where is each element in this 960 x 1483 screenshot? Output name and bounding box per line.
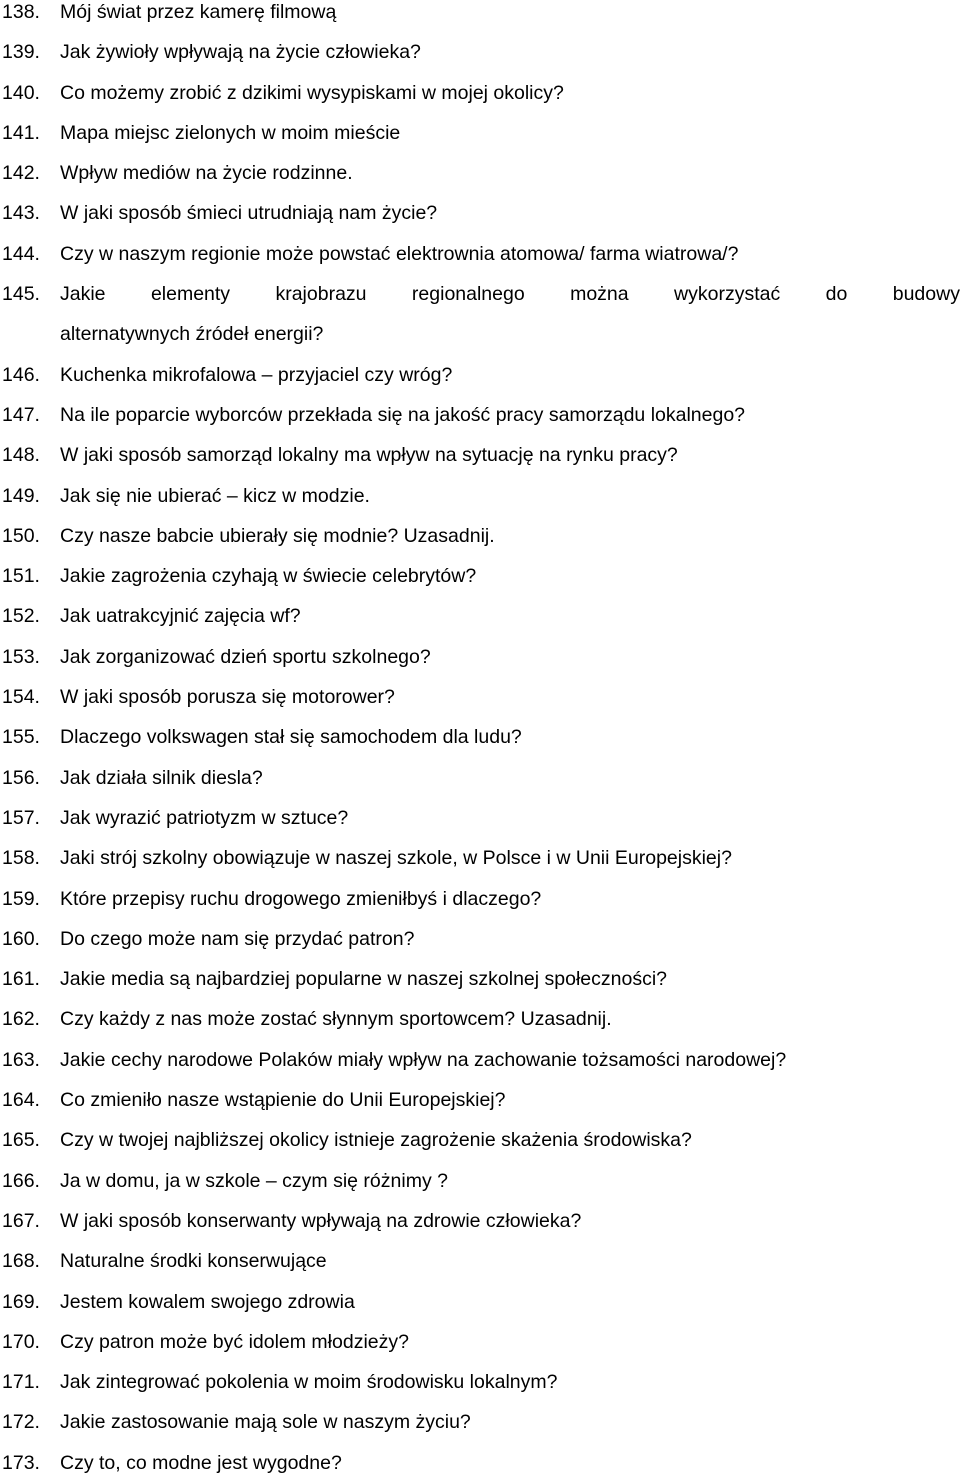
item-number: 146.	[2, 363, 40, 386]
item-text: Co możemy zrobić z dzikimi wysypiskami w mojej okolicy?	[60, 81, 564, 104]
item-text: Naturalne środki konserwujące	[60, 1250, 327, 1273]
list-item	[0, 798, 960, 838]
item-text: Czy każdy z nas może zostać słynnym sportowcem? Uzasadnij.	[60, 1008, 612, 1031]
item-text: Czy to, co modne jest wygodne?	[60, 1451, 342, 1474]
word: do	[825, 283, 848, 306]
item-number: 148.	[2, 444, 40, 467]
item-text: Jak wyrazić patriotyzm w sztuce?	[60, 806, 349, 829]
item-text: Mapa miejsc zielonych w moim mieście	[60, 121, 401, 144]
item-number: 168.	[2, 1250, 40, 1273]
item-number: 145.	[2, 283, 40, 306]
item-number: 172.	[2, 1411, 40, 1434]
item-number: 161.	[2, 968, 40, 991]
item-text: Wpływ mediów na życie rodzinne.	[60, 162, 353, 185]
item-number: 144.	[2, 242, 40, 265]
item-text: Jak się nie ubierać – kicz w modzie.	[60, 484, 370, 507]
item-number: 147.	[2, 403, 40, 426]
item-text: Jak żywioły wpływają na życie człowieka?	[60, 41, 421, 64]
list-item	[0, 1120, 960, 1160]
list-item	[0, 73, 960, 113]
item-number: 153.	[2, 645, 40, 668]
item-number: 142.	[2, 162, 40, 185]
item-number: 159.	[2, 887, 40, 910]
item-text: Jakie zagrożenia czyhają w świecie celebrytów?	[60, 565, 477, 588]
item-text: Jakie media są najbardziej popularne w naszej szkolnej społeczności?	[60, 968, 668, 991]
list-item	[0, 355, 960, 395]
item-text-line-1	[60, 274, 960, 314]
item-number: 165.	[2, 1129, 40, 1152]
item-number: 173.	[2, 1451, 40, 1474]
list-item	[0, 516, 960, 556]
item-text: Jakie cechy narodowe Polaków miały wpływ na zachowanie tożsamości narodowej?	[60, 1048, 787, 1071]
word: elementy	[150, 283, 231, 306]
list-item	[0, 959, 960, 999]
list-item	[0, 395, 960, 435]
item-text: W jaki sposób samorząd lokalny ma wpływ na sytuację na rynku pracy?	[60, 444, 678, 467]
word: regionalnego	[411, 283, 525, 306]
list-item	[0, 234, 960, 274]
item-number: 149.	[2, 484, 40, 507]
item-number: 160.	[2, 927, 40, 950]
item-number: 140.	[2, 81, 40, 104]
item-text: Czy w naszym regionie może powstać elektrownia atomowa/ farma wiatrowa/?	[60, 242, 739, 265]
item-text: Czy nasze babcie ubierały się modnie? Uzasadnij.	[60, 524, 495, 547]
list-item	[0, 919, 960, 959]
item-number: 169.	[2, 1290, 40, 1313]
list-item	[0, 596, 960, 636]
item-text: Do czego może nam się przydać patron?	[60, 927, 415, 950]
item-number: 141.	[2, 121, 40, 144]
item-text: Czy w twojej najbliższej okolicy istnieje zagrożenie skażenia środowiska?	[60, 1129, 692, 1152]
list-item	[0, 677, 960, 717]
list-item	[0, 476, 960, 516]
list-item	[0, 999, 960, 1039]
item-text: Kuchenka mikrofalowa – przyjaciel czy wróg?	[60, 363, 453, 386]
list-item	[0, 1322, 960, 1362]
list-item	[0, 1201, 960, 1241]
item-text: Co zmieniło nasze wstąpienie do Unii Europejskiej?	[60, 1089, 506, 1112]
list-item	[0, 153, 960, 193]
item-text: Na ile poparcie wyborców przekłada się na jakość pracy samorządu lokalnego?	[60, 403, 746, 426]
list-item	[0, 637, 960, 677]
word: Jakie	[60, 283, 106, 306]
item-text: Jakie zastosowanie mają sole w naszym życiu?	[60, 1411, 471, 1434]
item-number: 154.	[2, 686, 40, 709]
word: wykorzystać	[674, 283, 781, 306]
item-number: 152.	[2, 605, 40, 628]
list-item	[0, 838, 960, 878]
item-text: Jak uatrakcyjnić zajęcia wf?	[60, 605, 301, 628]
item-text: W jaki sposób śmieci utrudniają nam życie?	[60, 202, 438, 225]
list-item	[0, 32, 960, 72]
item-text: W jaki sposób konserwanty wpływają na zdrowie człowieka?	[60, 1209, 582, 1232]
list-item	[0, 1282, 960, 1322]
item-text: Jak działa silnik diesla?	[60, 766, 263, 789]
item-text: Dlaczego volkswagen stał się samochodem dla ludu?	[60, 726, 522, 749]
item-number: 162.	[2, 1008, 40, 1031]
list-item	[0, 1161, 960, 1201]
item-number: 155.	[2, 726, 40, 749]
list-item	[0, 758, 960, 798]
item-number: 156.	[2, 766, 40, 789]
item-number: 157.	[2, 806, 40, 829]
list-item	[0, 1362, 960, 1402]
item-text: Mój świat przez kamerę filmową	[60, 1, 337, 23]
item-text	[60, 274, 960, 355]
word: można	[570, 283, 629, 306]
word: budowy	[892, 283, 960, 306]
list-item	[0, 556, 960, 596]
item-text: Ja w domu, ja w szkole – czym się różnimy ?	[60, 1169, 448, 1192]
item-text: Jak zorganizować dzień sportu szkolnego?	[60, 645, 431, 668]
list-item	[0, 274, 960, 355]
item-number: 170.	[2, 1330, 40, 1353]
item-text: Czy patron może być idolem młodzieży?	[60, 1330, 409, 1353]
item-number: 151.	[2, 565, 40, 588]
list-item	[0, 0, 960, 32]
item-number: 171.	[2, 1371, 40, 1394]
item-number: 164.	[2, 1089, 40, 1112]
list-item	[0, 717, 960, 757]
item-number: 163.	[2, 1048, 40, 1071]
list-item	[0, 1402, 960, 1442]
list-item	[0, 1443, 960, 1483]
item-text-line-2: alternatywnych źródeł energii?	[60, 323, 324, 346]
item-number: 158.	[2, 847, 40, 870]
list-item	[0, 193, 960, 233]
list-item	[0, 1080, 960, 1120]
list-item	[0, 113, 960, 153]
item-text: Jaki strój szkolny obowiązuje w naszej szkole, w Polsce i w Unii Europejskiej?	[60, 847, 732, 870]
item-text: Jak zintegrować pokolenia w moim środowisku lokalnym?	[60, 1371, 558, 1394]
item-number: 143.	[2, 202, 40, 225]
item-number: 138.	[2, 1, 40, 23]
item-number: 150.	[2, 524, 40, 547]
item-text: W jaki sposób porusza się motorower?	[60, 686, 395, 709]
list-item	[0, 435, 960, 475]
item-number: 167.	[2, 1209, 40, 1232]
list-item	[0, 879, 960, 919]
item-number: 139.	[2, 41, 40, 64]
item-number: 166.	[2, 1169, 40, 1192]
item-text: Które przepisy ruchu drogowego zmieniłbyś i dlaczego?	[60, 887, 542, 910]
list-item	[0, 1241, 960, 1281]
list-item	[0, 1040, 960, 1080]
word: krajobrazu	[275, 283, 367, 306]
item-text: Jestem kowalem swojego zdrowia	[60, 1290, 355, 1313]
